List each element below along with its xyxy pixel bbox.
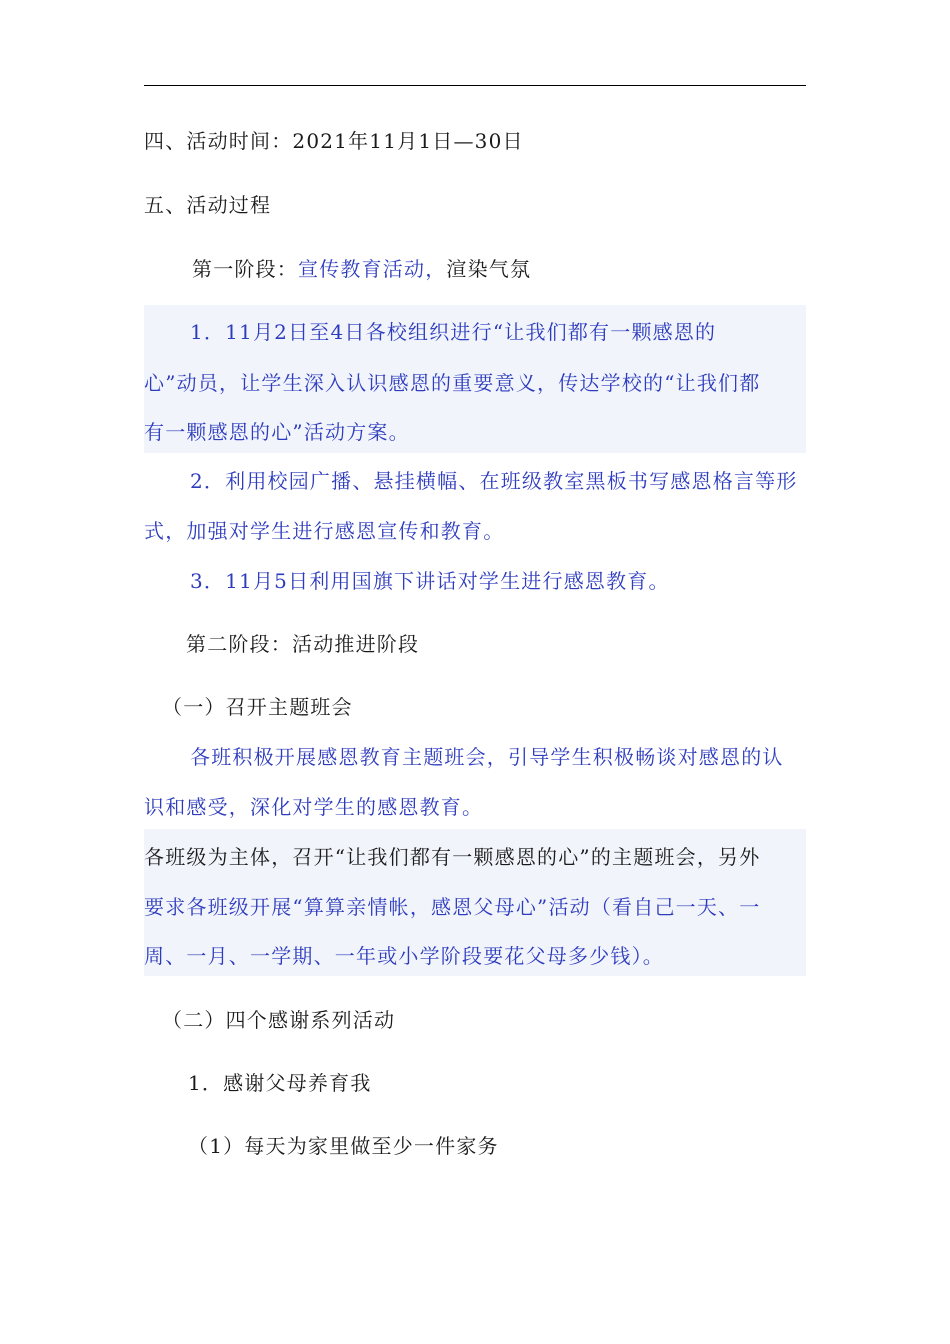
paragraph-2-line-3: 周、一月、一学期、一年或小学阶段要花父母多少钱）。 <box>144 944 664 968</box>
item-1-line-3: 有一颗感恩的心”活动方案。 <box>144 420 410 444</box>
stage-1-label: 第一阶段： <box>192 257 298 281</box>
item-1-line-2: 心”动员，让学生深入认识感恩的重要意义，传达学校的“让我们都 <box>144 371 761 395</box>
item-3: 3．11月5日利用国旗下讲话对学生进行感恩教育。 <box>190 569 670 593</box>
stage-1-tail: 渲染气氛 <box>446 257 532 281</box>
stage-1-heading <box>192 255 806 283</box>
item-2-line-2: 式，加强对学生进行感恩宣传和教育。 <box>144 519 505 543</box>
item-1-line-1: 1．11月2日至4日各校组织进行“让我们都有一颗感恩的 <box>190 320 717 344</box>
item-2-line-1: 2．利用校园广播、悬挂横幅、在班级教室黑板书写感恩格言等形 <box>190 469 798 493</box>
paragraph-1-line-2: 识和感受，深化对学生的感恩教育。 <box>144 795 484 819</box>
paragraph-2-line-2: 要求各班级开展“算算亲情帐，感恩父母心”活动（看自己一天、一 <box>144 895 761 919</box>
subsection-2-heading: （二）四个感谢系列活动 <box>162 1008 396 1032</box>
header-rule <box>144 85 806 86</box>
thanks-1-item-1: （1）每天为家里做至少一件家务 <box>188 1134 499 1158</box>
paragraph-2-line-1: 各班级为主体，召开“让我们都有一颗感恩的心”的主题班会，另外 <box>144 845 761 869</box>
subsection-1-heading: （一）召开主题班会 <box>162 695 353 719</box>
section-4-time: 四、活动时间：2021年11月1日—30日 <box>144 129 524 153</box>
thanks-1-heading: 1．感谢父母养育我 <box>188 1071 372 1095</box>
section-5-heading: 五、活动过程 <box>144 193 272 217</box>
stage-1-text: 宣传教育活动， <box>298 257 447 281</box>
stage-2-heading: 第二阶段：活动推进阶段 <box>186 632 420 656</box>
paragraph-1-line-1: 各班积极开展感恩教育主题班会，引导学生积极畅谈对感恩的认 <box>190 745 784 769</box>
